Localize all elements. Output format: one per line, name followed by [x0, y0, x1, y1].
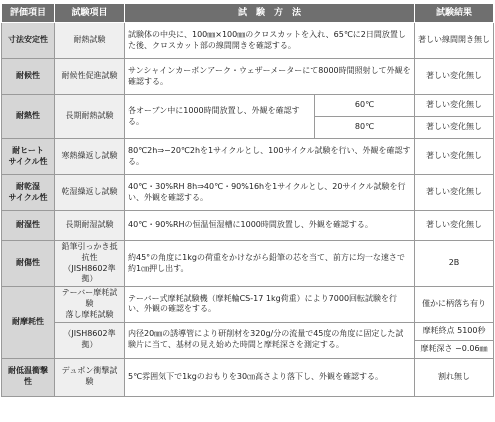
temperature-cell: 80℃ — [315, 117, 415, 139]
header-row — [2, 4, 494, 23]
category-cell: 耐候性 — [2, 59, 55, 95]
table-row — [2, 358, 494, 396]
result-cell: 僅かに柄落ち有り — [415, 287, 494, 322]
category-cell: 耐摩耗性 — [2, 287, 55, 358]
table-row — [2, 322, 494, 340]
method-cell: 80℃2h⇒−20℃2hを1サイクルとし、100サイクル試験を行い、外観を確認する。 — [125, 139, 415, 175]
table-row — [2, 287, 494, 322]
table-row — [2, 175, 494, 211]
table-row — [2, 211, 494, 241]
result-cell: 著しい変化無し — [415, 211, 494, 241]
result-cell: 摩耗終点 5100秒 — [415, 322, 494, 340]
result-cell: 著しい線間開き無し — [415, 23, 494, 59]
result-cell: 著しい変化無し — [415, 139, 494, 175]
method-cell: 各オーブン中に1000時間放置し、外観を確認する。 — [125, 95, 315, 139]
item-cell: 耐候性促進試験 — [55, 59, 125, 95]
category-cell: 寸法安定性 — [2, 23, 55, 59]
header-category: 評価項目 — [2, 4, 55, 23]
item-cell: 鉛筆引っかき抵抗性 （JISH8602準拠） — [55, 241, 125, 287]
result-cell: 摩耗深さ −0.06㎜ — [415, 340, 494, 358]
temperature-cell: 60℃ — [315, 95, 415, 117]
item-cell: （JISH8602準拠） — [55, 322, 125, 358]
category-cell: 耐ヒート サイクル性 — [2, 139, 55, 175]
category-cell: 耐傷性 — [2, 241, 55, 287]
result-cell: 著しい変化無し — [415, 175, 494, 211]
result-cell: 著しい変化無し — [415, 95, 494, 117]
table-row — [2, 139, 494, 175]
table-row — [2, 95, 494, 117]
table-row — [2, 241, 494, 287]
item-cell: テーバー摩耗試験 落し摩耗試験 — [55, 287, 125, 322]
header-method: 試 験 方 法 — [125, 4, 415, 23]
item-cell: 長期耐熱試験 — [55, 95, 125, 139]
table-row — [2, 59, 494, 95]
method-cell: 試験体の中央に、100㎜×100㎜のクロスカットを入れ、65℃に2日間放置した後、クロスカット部の線間開きを確認する。 — [125, 23, 415, 59]
item-cell: 耐熱試験 — [55, 23, 125, 59]
result-cell: 割れ無し — [415, 358, 494, 396]
method-cell: 40℃・90%RHの恒温恒湿槽に1000時間放置し、外観を確認する。 — [125, 211, 415, 241]
item-cell: デュポン衝撃試験 — [55, 358, 125, 396]
spec-table — [1, 3, 494, 397]
header-item: 試験項目 — [55, 4, 125, 23]
method-cell: 内径20㎜の誘導管により研削材を320g/分の流量で45度の角度に固定した試験片に当て、基材の見え始めた時間と摩耗深さを測定する。 — [125, 322, 415, 358]
category-cell: 耐低温衝撃性 — [2, 358, 55, 396]
result-cell: 2B — [415, 241, 494, 287]
result-cell: 著しい変化無し — [415, 59, 494, 95]
table-row — [2, 23, 494, 59]
item-cell: 長期耐湿試験 — [55, 211, 125, 241]
category-cell: 耐乾湿 サイクル性 — [2, 175, 55, 211]
method-cell: 40℃・30%RH 8h⇒40℃・90%16hを1サイクルとし、20サイクル試験を行い、外観を確認する。 — [125, 175, 415, 211]
category-cell: 耐湿性 — [2, 211, 55, 241]
method-cell: サンシャインカーボンアーク・ウェザーメーターにて8000時間照射して外観を確認する。 — [125, 59, 415, 95]
method-cell: 5℃雰囲気下で1kgのおもりを30㎝高さより落下し、外観を確認する。 — [125, 358, 415, 396]
item-cell: 寒熱繰返し試験 — [55, 139, 125, 175]
item-cell: 乾湿繰返し試験 — [55, 175, 125, 211]
result-cell: 著しい変化無し — [415, 117, 494, 139]
method-cell: テーバー式摩耗試験機（摩耗輪CS-17 1kg荷重）により7000回転試験を行い、外観の確認をする。 — [125, 287, 415, 322]
header-result: 試験結果 — [415, 4, 494, 23]
category-cell: 耐熱性 — [2, 95, 55, 139]
method-cell: 約45°の角度に1kgの荷重をかけながら鉛筆の芯を当て、前方に均一な速さで約1㎝押し出す。 — [125, 241, 415, 287]
